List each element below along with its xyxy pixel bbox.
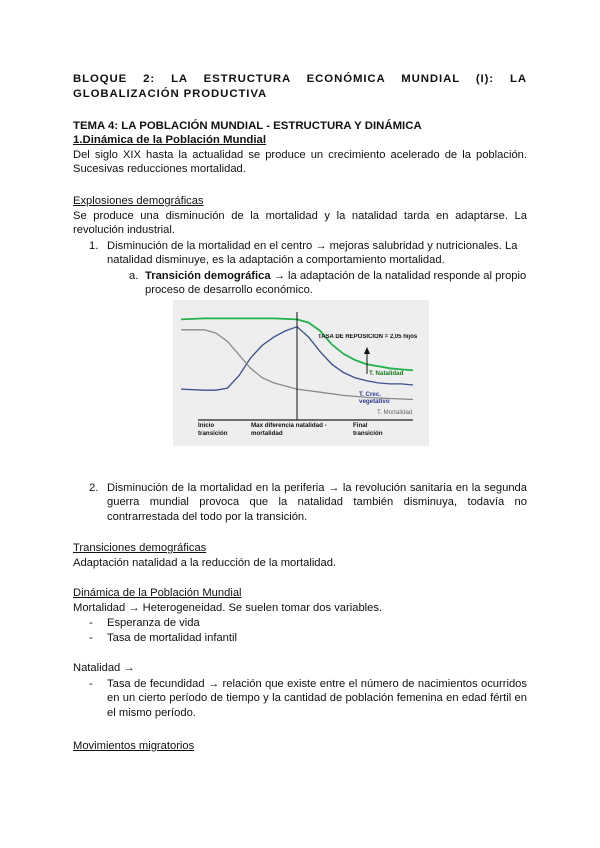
dash-bullet: - bbox=[89, 678, 93, 690]
dash-bullet: - bbox=[89, 632, 93, 644]
xlabel-final: Final transición bbox=[353, 422, 383, 437]
list-item-1-text: Disminución de la mortalidad en el centro → mejoras salubridad y nutricionales. La natalidad disminuye, es la adaptación a comportamiento mortalidad. bbox=[107, 240, 518, 267]
list-number: 1. bbox=[89, 240, 99, 252]
intro-paragraph: Del siglo XIX hasta la actualidad se produce un crecimiento acelerado de la población. Sucesivas reducciones mortalidad. bbox=[73, 149, 527, 176]
crecimiento-label: T. Crec. vegetativo bbox=[359, 391, 390, 405]
transition-chart-svg bbox=[173, 300, 429, 446]
sub-letter: a. bbox=[129, 270, 139, 282]
mortalidad-label: T. Mortalidad bbox=[377, 409, 413, 416]
natalidad-label: T. Natalidad bbox=[369, 370, 404, 377]
explosiones-paragraph: Se produce una disminución de la mortalidad y la natalidad tarda en adaptarse. La revolución industrial. bbox=[73, 210, 527, 237]
reposicion-label: TASA DE REPOSICIÓN = 2,05 hijos bbox=[318, 334, 418, 340]
dash-bullet: - bbox=[89, 617, 93, 629]
bloque-title: BLOQUE 2: LA ESTRUCTURA ECONÓMICA MUNDIAL (I): LA GLOBALIZACIÓN PRODUCTIVA bbox=[73, 73, 527, 100]
natalidad-line: Natalidad → bbox=[73, 662, 135, 674]
xlabel-inicio: Inicio transición bbox=[198, 422, 228, 437]
transiciones-heading: Transiciones demográficas bbox=[73, 542, 207, 554]
dinamica-heading: Dinámica de la Población Mundial bbox=[73, 587, 242, 599]
transition-chart bbox=[173, 300, 429, 446]
migratorios-heading: Movimientos migratorios bbox=[73, 740, 195, 752]
explosiones-heading: Explosiones demográficas bbox=[73, 195, 204, 207]
dinamica-paragraph: Mortalidad → Heterogeneidad. Se suelen tomar dos variables. bbox=[73, 602, 383, 614]
xlabel-max-diferencia: Max diferencia natalidad - mortalidad bbox=[251, 422, 327, 437]
list-number: 2. bbox=[89, 482, 99, 494]
section-heading: 1.Dinámica de la Población Mundial bbox=[73, 134, 267, 146]
transicion-definition: → la adaptación de la natalidad responde al propio proceso de desarrollo económico. bbox=[145, 270, 527, 297]
transiciones-paragraph: Adaptación natalidad a la reducción de la mortalidad. bbox=[73, 557, 337, 569]
bullet-esperanza: Esperanza de vida bbox=[107, 617, 200, 629]
sub-item-a-text bbox=[145, 269, 527, 298]
list-item-2-text: Disminución de la mortalidad en la periferia → la revolución sanitaria en la segunda guerra mundial provoca que la natalidad también disminuya, todavía no contrarrestada del todo por la transición. bbox=[107, 482, 527, 523]
fecundidad-text: Tasa de fecundidad → relación que existe entre el número de nacimientos ocurridos en un cierto período de tiempo y la cantidad de población femenina en edad fértil en el mismo período. bbox=[107, 678, 527, 719]
bullet-mortalidad-infantil: Tasa de mortalidad infantil bbox=[107, 632, 237, 644]
tema-title: TEMA 4: LA POBLACIÓN MUNDIAL - ESTRUCTURA Y DINÁMICA bbox=[73, 120, 422, 132]
transicion-term: Transición demográfica bbox=[145, 270, 271, 282]
